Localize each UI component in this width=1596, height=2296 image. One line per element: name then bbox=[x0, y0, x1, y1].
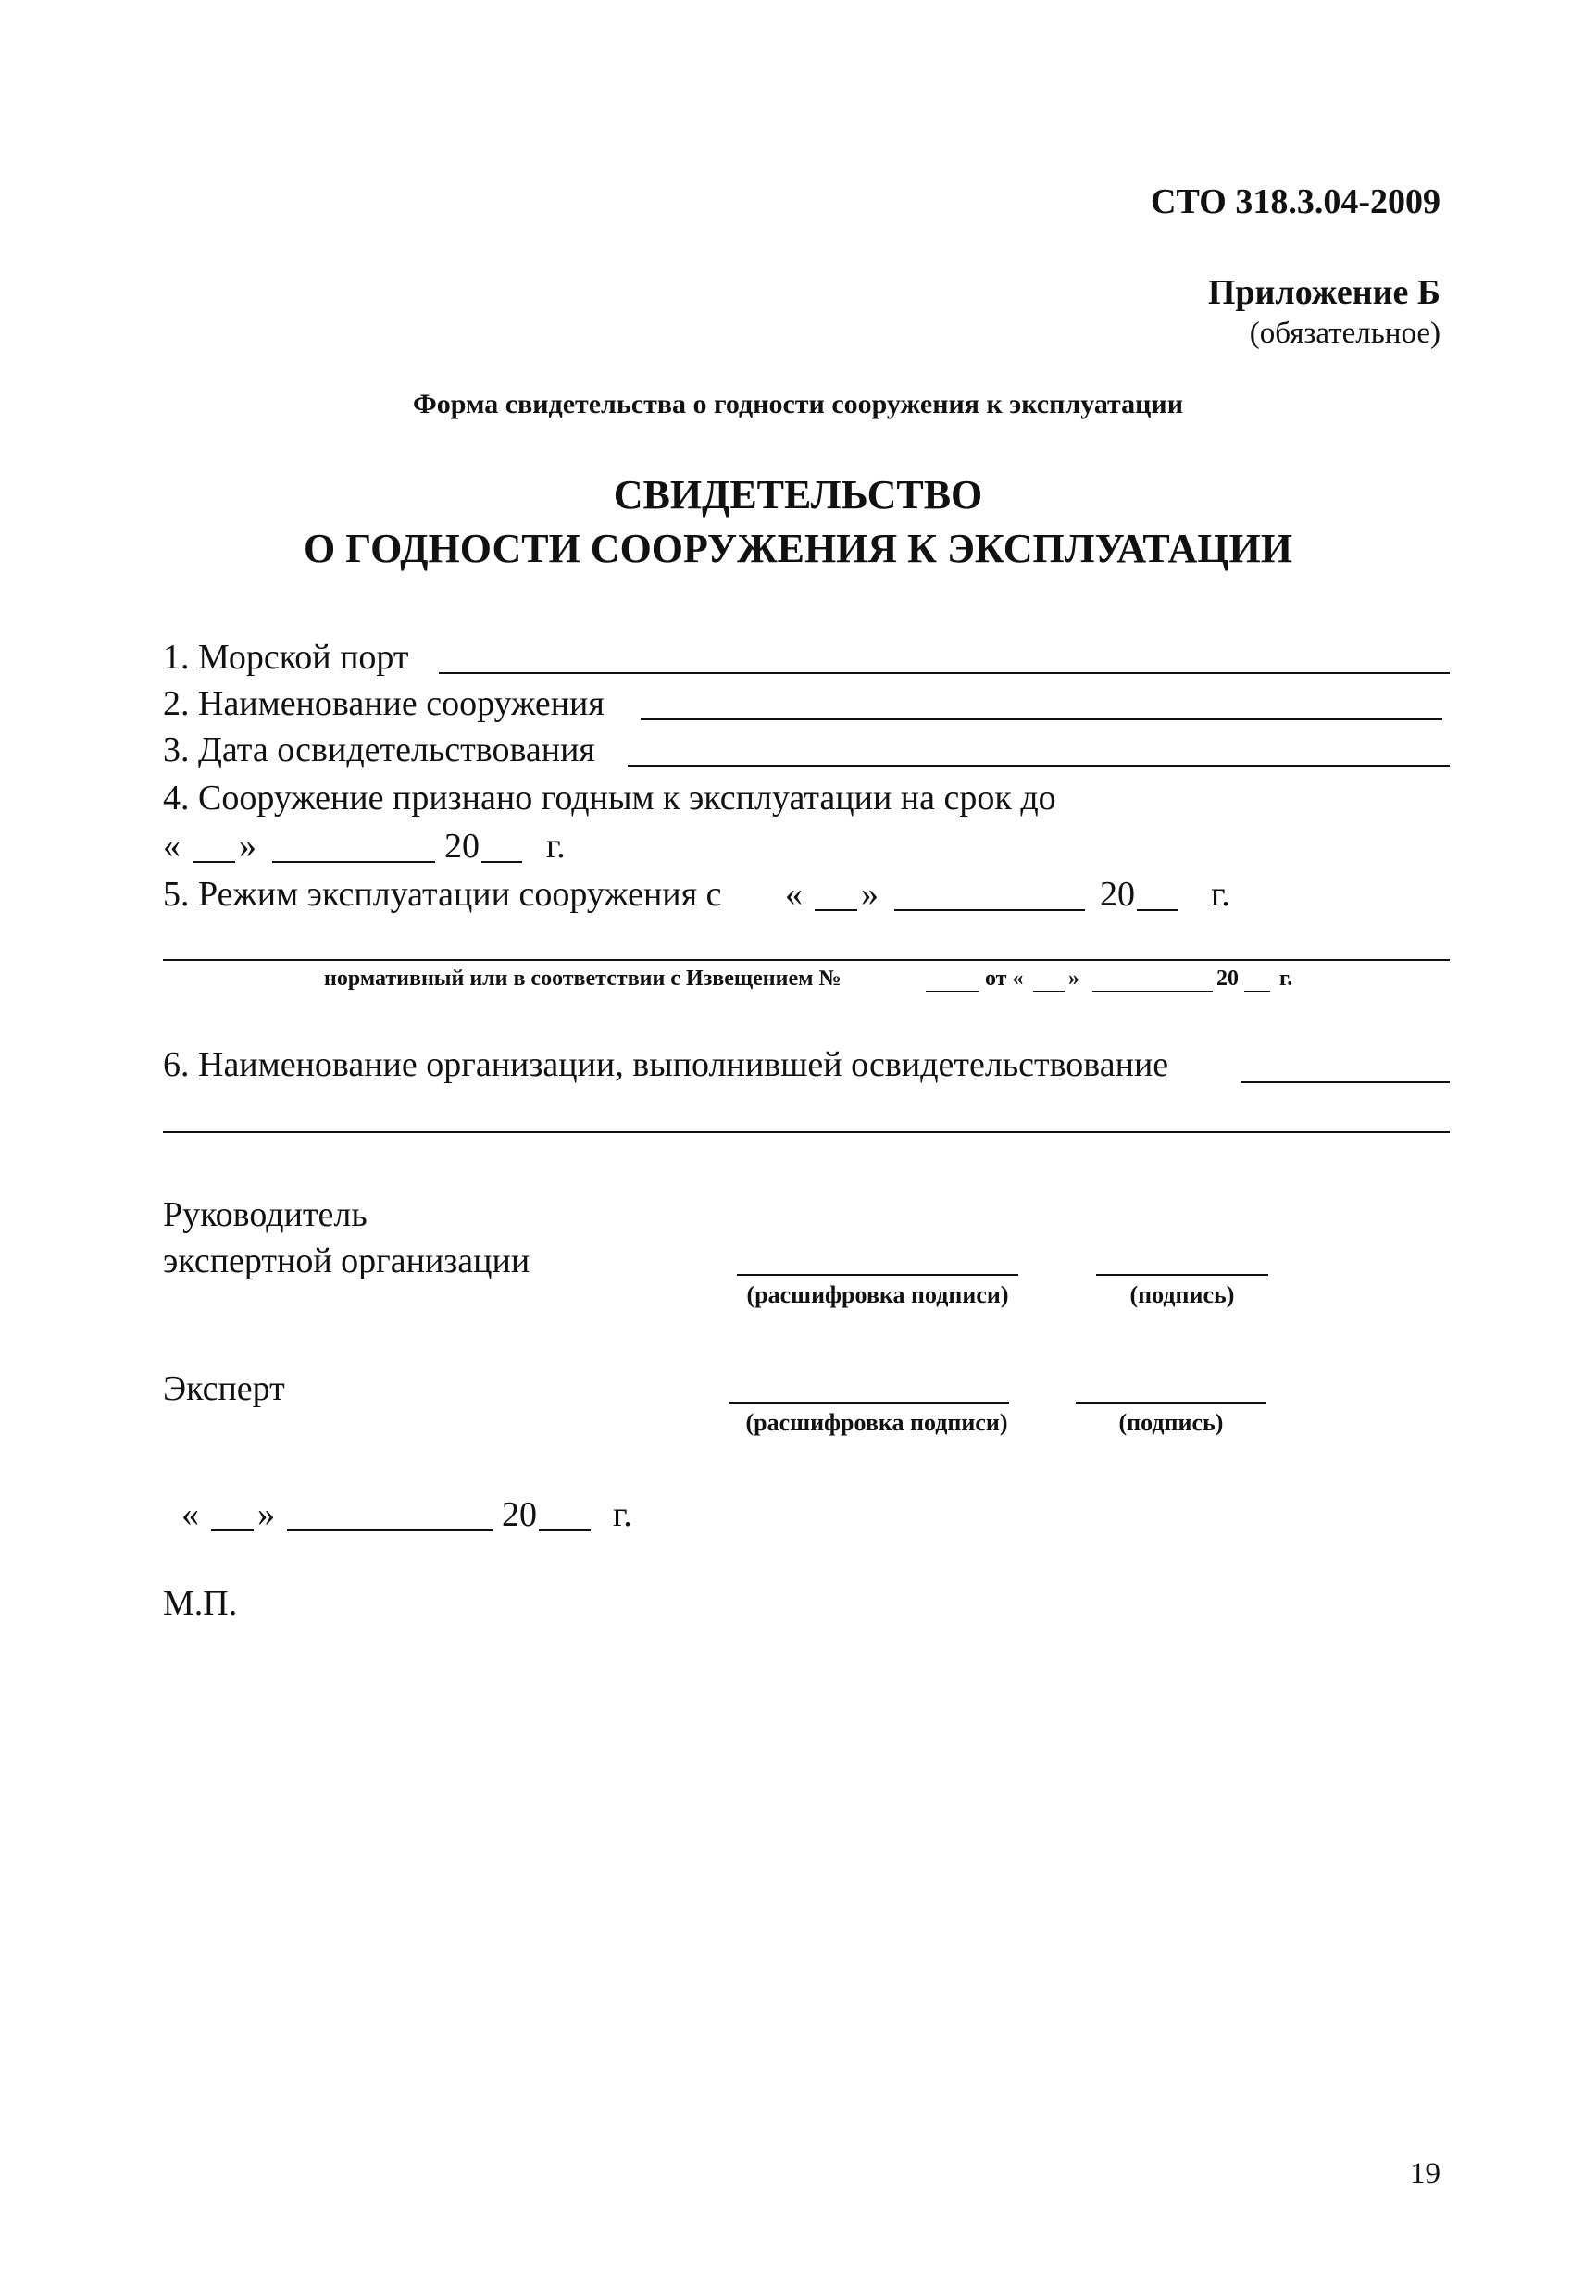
certificate-title-line-1: СВИДЕТЕЛЬСТВО bbox=[613, 472, 983, 518]
mode-full-line[interactable] bbox=[163, 959, 1450, 961]
field-name-line[interactable] bbox=[641, 718, 1442, 720]
certificate-title bbox=[0, 468, 1596, 576]
mode-year-suffix: г. bbox=[1211, 875, 1230, 914]
valid-date-open: « bbox=[163, 827, 181, 866]
footer-day-line[interactable] bbox=[211, 1529, 254, 1531]
expert-decode-line[interactable] bbox=[729, 1402, 1009, 1404]
document-code: СТО 318.3.04-2009 bbox=[1151, 182, 1440, 221]
field-org-line[interactable] bbox=[1241, 1081, 1450, 1083]
head-label-line-2: экспертной организации bbox=[163, 1242, 530, 1280]
mode-date-open: « bbox=[785, 875, 803, 914]
mode-note-close: » bbox=[1068, 967, 1079, 991]
valid-year-prefix: 20 bbox=[444, 827, 480, 866]
head-decode-caption: (расшифровка подписи) bbox=[746, 1281, 1009, 1308]
field-date-line[interactable] bbox=[628, 765, 1450, 767]
head-label-line-1: Руководитель bbox=[163, 1195, 368, 1234]
field-org-line-2[interactable] bbox=[163, 1131, 1450, 1133]
valid-date-close: » bbox=[239, 827, 256, 866]
footer-year-suffix: г. bbox=[613, 1495, 632, 1534]
valid-day-line[interactable] bbox=[193, 861, 235, 863]
mode-note-prefix: нормативный или в соответствии с Извещением № bbox=[324, 967, 842, 991]
field-mode-label: 5. Режим эксплуатации сооружения с bbox=[163, 875, 722, 914]
field-port-label: 1. Морской порт bbox=[163, 638, 409, 677]
footer-year-line[interactable] bbox=[539, 1529, 591, 1531]
mode-note-number-line[interactable] bbox=[926, 991, 979, 992]
expert-sign-caption: (подпись) bbox=[1118, 1409, 1224, 1436]
field-valid-label: 4. Сооружение признано годным к эксплуатации на срок до bbox=[163, 779, 1056, 817]
footer-year-prefix: 20 bbox=[502, 1495, 537, 1534]
mode-note-month-line[interactable] bbox=[1092, 991, 1213, 992]
footer-date-close: » bbox=[257, 1495, 275, 1534]
mode-month-line[interactable] bbox=[894, 909, 1085, 911]
form-caption: Форма свидетельства о годности сооружения к эксплуатации bbox=[412, 389, 1184, 419]
field-port-line[interactable] bbox=[439, 672, 1450, 674]
expert-label: Эксперт bbox=[163, 1369, 285, 1408]
page-number: 19 bbox=[1410, 2157, 1440, 2190]
head-sign-line[interactable] bbox=[1096, 1274, 1268, 1276]
mode-note-day-line[interactable] bbox=[1033, 991, 1065, 992]
mode-note-year: 20 bbox=[1216, 967, 1239, 991]
stamp-place: М.П. bbox=[163, 1584, 238, 1623]
mode-date-close: » bbox=[861, 875, 879, 914]
valid-year-suffix: г. bbox=[546, 827, 566, 866]
expert-sign-line[interactable] bbox=[1076, 1402, 1266, 1404]
head-decode-line[interactable] bbox=[737, 1274, 1018, 1276]
field-org-label: 6. Наименование организации, выполнившей освидетельствование bbox=[163, 1045, 1169, 1084]
footer-month-line[interactable] bbox=[287, 1529, 493, 1531]
annex-title: Приложение Б bbox=[1207, 273, 1440, 312]
certificate-title-line-2: О ГОДНОСТИ СООРУЖЕНИЯ К ЭКСПЛУАТАЦИИ bbox=[304, 526, 1292, 571]
valid-year-line[interactable] bbox=[481, 861, 522, 863]
expert-decode-caption: (расшифровка подписи) bbox=[745, 1409, 1008, 1436]
valid-month-line[interactable] bbox=[272, 861, 435, 863]
mode-year-line[interactable] bbox=[1137, 909, 1178, 911]
head-sign-caption: (подпись) bbox=[1129, 1281, 1235, 1308]
footer-date-open: « bbox=[181, 1495, 199, 1534]
field-name-label: 2. Наименование сооружения bbox=[163, 684, 605, 723]
mode-note-suffix: г. bbox=[1279, 967, 1293, 991]
mode-note-from: от « bbox=[985, 967, 1024, 991]
mode-note-year-line[interactable] bbox=[1244, 991, 1270, 992]
mode-day-line[interactable] bbox=[815, 909, 857, 911]
mode-year-prefix: 20 bbox=[1100, 875, 1135, 914]
annex-note: (обязательное) bbox=[1249, 317, 1440, 350]
field-date-label: 3. Дата освидетельствования bbox=[163, 730, 595, 769]
